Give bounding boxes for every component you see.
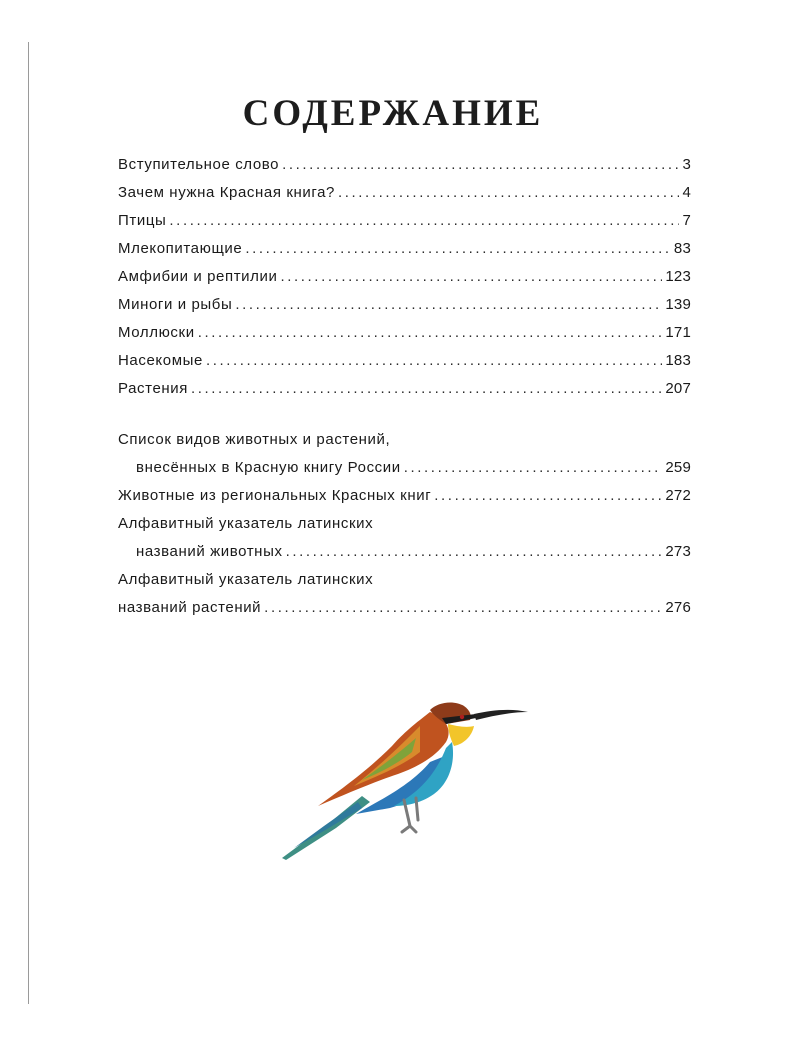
- toc-leader-dots: [191, 380, 662, 397]
- toc-entry-label: Вступительное слово: [118, 156, 280, 173]
- toc-main-list: [118, 156, 691, 408]
- toc-entry[interactable]: [118, 487, 691, 515]
- toc-entry[interactable]: [118, 184, 691, 212]
- toc-entry-page: 4: [682, 184, 691, 201]
- toc-leader-dots: [404, 459, 663, 476]
- toc-entry-label: Птицы: [118, 212, 167, 229]
- toc-appendix-list: [118, 431, 691, 627]
- toc-entry-label: Млекопитающие: [118, 240, 243, 257]
- toc-entry-label-line2: внесённых в Красную книгу России: [136, 459, 401, 476]
- toc-entry[interactable]: [118, 380, 691, 408]
- toc-entry[interactable]: [118, 296, 691, 324]
- toc-entry-label: Моллюски: [118, 324, 195, 341]
- toc-leader-dots: [280, 268, 662, 285]
- toc-leader-dots: [434, 487, 662, 504]
- toc-leader-dots: [264, 599, 662, 616]
- toc-entry-label-line1: Алфавитный указатель латинских: [118, 515, 374, 532]
- toc-entry-label-line2: названий животных: [136, 543, 283, 560]
- toc-leader-dots: [282, 156, 679, 173]
- toc-entry-label: Животные из региональных Красных книг: [118, 487, 432, 504]
- toc-entry-page: 123: [665, 268, 691, 285]
- page-spine-line: [28, 42, 29, 1004]
- toc-entry[interactable]: [118, 268, 691, 296]
- toc-entry-last-line: [118, 599, 691, 627]
- toc-entry-label: Амфибии и рептилии: [118, 268, 278, 285]
- toc-entry-page: 83: [673, 240, 691, 257]
- toc-leader-dots: [169, 212, 679, 229]
- toc-entry-last-line: [118, 543, 691, 571]
- toc-entry-multiline[interactable]: [118, 571, 691, 627]
- toc-leader-dots: [235, 296, 662, 313]
- bee-eater-bird-illustration: [270, 690, 540, 870]
- toc-entry-page: 7: [682, 212, 691, 229]
- toc-leader-dots: [198, 324, 663, 341]
- toc-entry[interactable]: [118, 324, 691, 352]
- toc-leader-dots: [338, 184, 679, 201]
- toc-leader-dots: [245, 240, 671, 257]
- toc-entry[interactable]: [118, 156, 691, 184]
- toc-entry-page: 276: [665, 599, 691, 616]
- toc-entry-page: 273: [665, 543, 691, 560]
- toc-entry-page: 259: [665, 459, 691, 476]
- page-title: СОДЕРЖАНИЕ: [242, 93, 544, 134]
- toc-entry-page: 272: [665, 487, 691, 504]
- toc-entry-label-line1: Список видов животных и растений,: [118, 431, 391, 448]
- toc-entry-label-line2: названий растений: [118, 599, 262, 616]
- toc-entry-page: 183: [665, 352, 691, 369]
- toc-entry-multiline[interactable]: [118, 515, 691, 571]
- toc-entry-page: 171: [665, 324, 691, 341]
- toc-entry-page: 139: [665, 296, 691, 313]
- toc-entry-label: Зачем нужна Красная книга?: [118, 184, 335, 201]
- toc-entry[interactable]: [118, 352, 691, 380]
- toc-entry-last-line: [118, 459, 691, 487]
- toc-entry[interactable]: [118, 240, 691, 268]
- toc-entry-multiline[interactable]: [118, 431, 691, 487]
- toc-entry-label: Насекомые: [118, 352, 203, 369]
- toc-entry-page: 207: [665, 380, 691, 397]
- toc-leader-dots: [286, 543, 663, 560]
- toc-entry-label: Миноги и рыбы: [118, 296, 233, 313]
- toc-entry-label-line1: Алфавитный указатель латинских: [118, 571, 374, 588]
- toc-entry-page: 3: [682, 156, 691, 173]
- toc-leader-dots: [206, 352, 662, 369]
- toc-entry-label: Растения: [118, 380, 188, 397]
- toc-entry[interactable]: [118, 212, 691, 240]
